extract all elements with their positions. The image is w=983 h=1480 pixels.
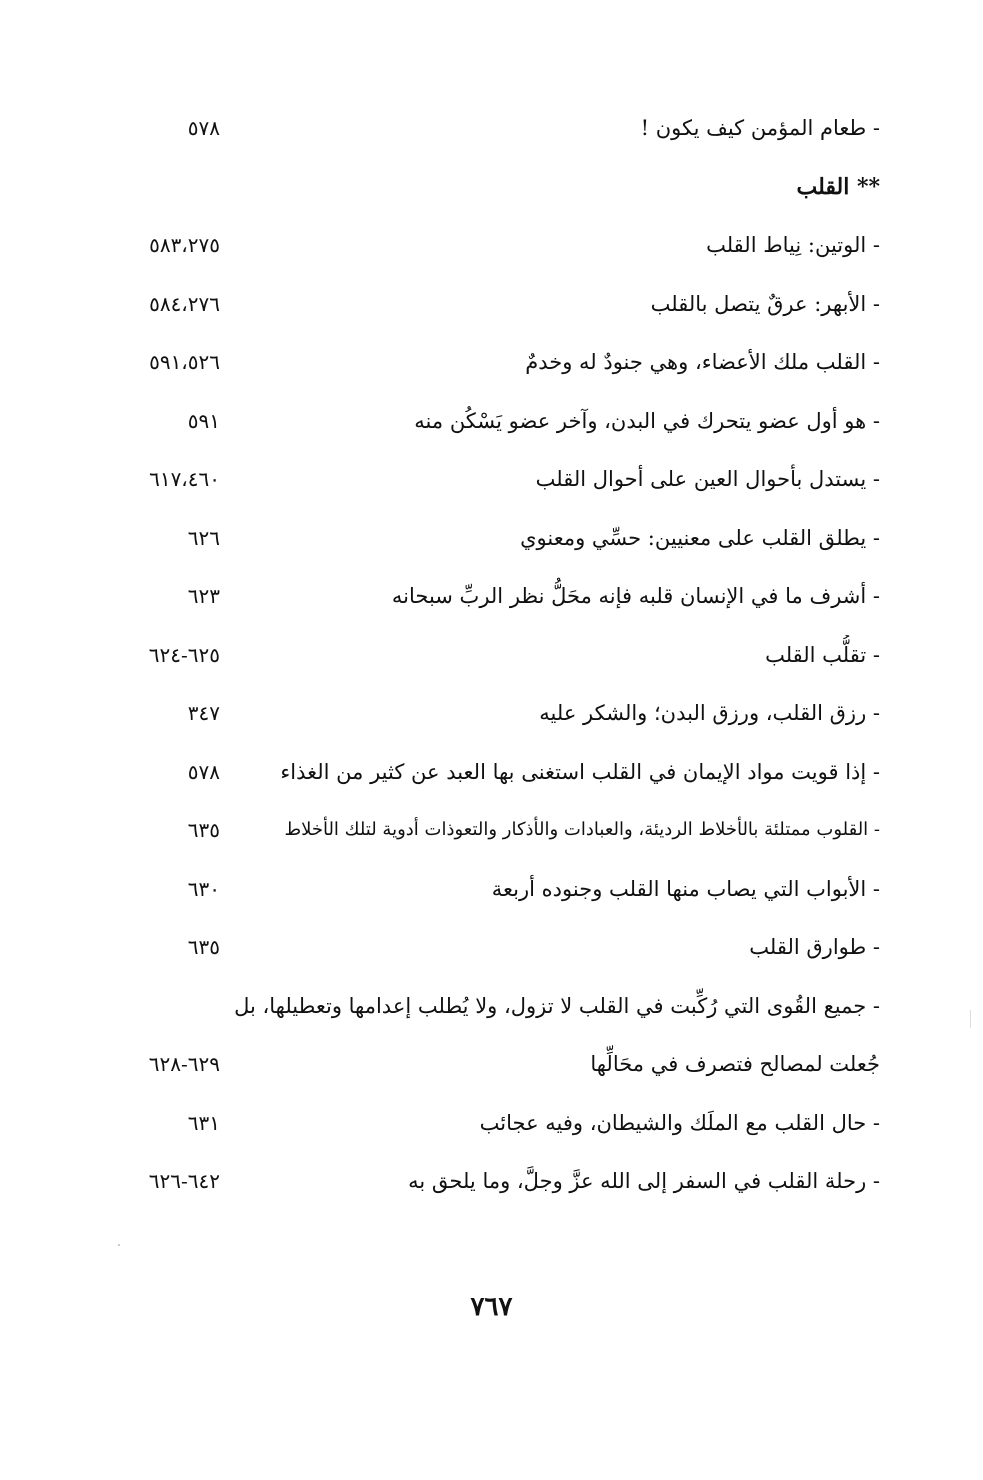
entry-page-refs: ٦١٧،٤٦٠ [149,467,220,491]
entry-page-refs: ٦٣٥ [187,935,220,959]
index-entry [100,752,880,811]
index-entry [100,810,880,869]
index-entry [100,518,880,577]
entry-text: - أشرف ما في الإنسان قلبه فإنه محَلُّ نظر الربِّ سبحانه [391,584,880,608]
entry-page-refs: ٥٨٤،٢٧٦ [149,291,220,316]
index-entry [100,1103,880,1162]
entry-text: - حال القلب مع الملَك والشيطان، وفيه عجائب [479,1110,880,1135]
index-entry [100,1044,880,1103]
scan-speck [118,1244,120,1246]
index-entry [100,342,880,401]
index-entry [100,986,880,1045]
entry-text: - جميع القُوى التي رُكِّبت في القلب لا تزول، ولا يُطلب إعدامها وتعطيلها، بل [234,993,880,1018]
entry-text: - رحلة القلب في السفر إلى الله عزَّ وجلَّ، وما يلحق به [408,1169,880,1193]
index-entry [100,635,880,694]
entry-page-refs: ٣٤٧ [187,701,220,725]
entry-page-refs: ٥٧٨ [187,759,220,784]
index-entry [100,869,880,928]
entry-page-refs: ٥٩١،٥٢٦ [149,350,220,374]
section-heading-text: ** القلب [796,173,880,200]
entry-text: - طوارق القلب [749,935,880,959]
entry-text: - رزق القلب، ورزق البدن؛ والشكر عليه [539,701,880,725]
entry-page-refs: ٥٧٨ [187,116,220,140]
entry-text: - هو أول عضو يتحرك في البدن، وآخر عضو يَسْكُن منه [414,408,880,433]
entry-page-refs: ٦٢٦ [187,525,220,550]
index-entry [100,459,880,518]
index-entries [100,108,880,1220]
index-entry [100,927,880,986]
entry-page-refs: ٦٣١ [187,1110,220,1135]
entry-text: - يطلق القلب على معنيين: حسِّي ومعنوي [520,525,880,550]
entry-page-refs: ٦٣٥ [187,818,220,842]
entry-page-refs: ٦٢٥-٦٢٤ [148,642,220,667]
entry-text: - الأبهر: عرقٌ يتصل بالقلب [650,291,880,316]
index-entry [100,1161,880,1220]
entry-text: - القلب ملك الأعضاء، وهي جنودٌ له وخدمٌ [525,350,880,374]
index-entry [100,693,880,752]
section-heading [100,167,880,226]
index-entry [100,576,880,635]
entry-text: - الأبواب التي يصاب منها القلب وجنوده أربعة [491,876,880,901]
scan-speck [970,1010,971,1028]
index-entry [100,108,880,167]
entry-text: - يستدل بأحوال العين على أحوال القلب [535,467,880,491]
entry-page-refs: ٦٤٢-٦٢٦ [148,1169,220,1193]
page-number: ٧٦٧ [470,1292,513,1322]
entry-text: - الوتين: نِياط القلب [706,233,880,257]
entry-page-refs: ٦٣٠ [187,876,220,901]
index-entry [100,225,880,284]
entry-page-refs: ٥٨٣،٢٧٥ [149,233,220,257]
entry-page-refs: ٥٩١ [187,408,220,433]
index-entry [100,401,880,460]
entry-page-refs: ٦٢٩-٦٢٨ [148,1052,220,1076]
index-entry [100,284,880,343]
entry-text: - القلوب ممتلئة بالأخلاط الرديئة، والعبادات والأذكار والتعوذات أدوية لتلك الأخلاط [284,819,880,840]
entry-text: - إذا قويت مواد الإيمان في القلب استغنى بها العبد عن كثير من الغذاء [280,759,880,784]
entry-text: جُعلت لمصالح فتصرف في محَالِّها [590,1052,880,1076]
entry-page-refs: ٦٢٣ [187,584,220,608]
entry-text: - تقلُّب القلب [765,642,880,667]
entry-text: - طعام المؤمن كيف يكون ! [640,116,880,140]
